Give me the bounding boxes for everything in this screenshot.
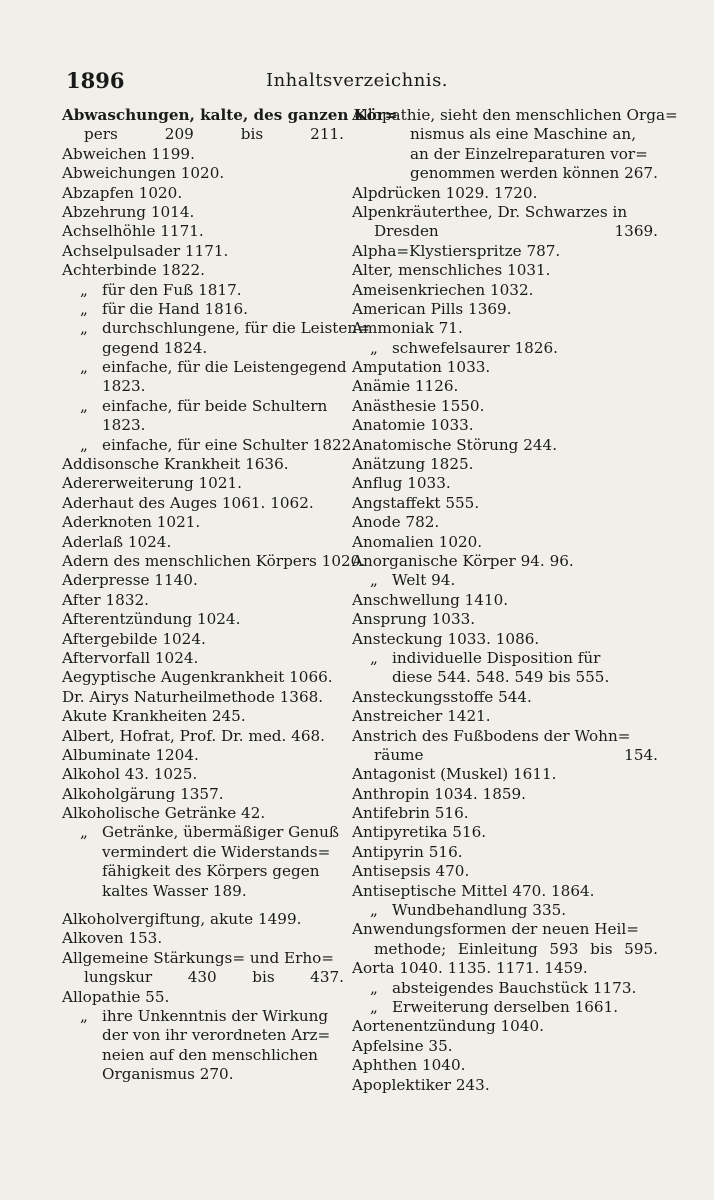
index-text: Aderpresse 1140.	[62, 571, 198, 590]
index-text: Welt 94.	[392, 571, 456, 590]
ditto-mark: „	[370, 997, 378, 1016]
index-entry	[62, 910, 344, 929]
ditto-mark: „	[80, 280, 88, 299]
index-text: Addisonsche Krankheit 1636.	[62, 455, 289, 474]
index-text: Anatomische Störung 244.	[352, 435, 558, 454]
index-entry	[62, 455, 344, 474]
index-subentry	[62, 823, 344, 842]
index-entry	[62, 203, 344, 222]
index-text: American Pills 1369.	[352, 299, 512, 318]
index-text: an der Einzelreparaturen vor=	[410, 144, 648, 163]
index-entry	[62, 184, 344, 203]
index-text: Anorganische Körper 94. 96.	[352, 551, 574, 570]
index-entry	[352, 688, 658, 707]
index-text: 1823.	[102, 416, 146, 435]
index-entry	[352, 862, 658, 881]
index-entry	[352, 920, 658, 939]
index-text: Erweiterung derselben 1661.	[392, 997, 619, 1016]
index-entry-continuation	[352, 145, 658, 164]
index-entry	[62, 551, 366, 571]
page-number: 1896	[66, 68, 125, 93]
index-subentry	[352, 649, 658, 668]
index-text: Anstreicher 1421.	[352, 707, 491, 726]
index-entry	[62, 571, 344, 590]
index-text: absteigendes Bauchstück 1173.	[392, 978, 637, 997]
index-text: methode; Einleitung 593 bis 595.	[374, 939, 658, 958]
index-text: lungskur 430 bis 437.	[84, 968, 344, 987]
ditto-mark: „	[370, 901, 378, 920]
ditto-mark: „	[370, 978, 378, 997]
index-text: einfache, für die Leistengegend	[102, 358, 347, 377]
index-subentry	[352, 901, 658, 920]
index-text: Abweichen 1199.	[62, 144, 195, 163]
index-text: Alpha=Klystierspritze 787.	[352, 241, 561, 260]
index-subentry-continuation	[62, 1046, 344, 1065]
index-entry-continuation	[352, 125, 658, 144]
index-text: Anschwellung 1410.	[352, 590, 509, 609]
index-text: Ameisenkriechen 1032.	[352, 280, 534, 299]
index-entry	[62, 688, 344, 707]
index-entry	[352, 707, 658, 726]
index-entry-continuation	[352, 222, 658, 241]
index-entry	[352, 785, 658, 804]
index-text: Antagonist (Muskel) 1611.	[352, 765, 557, 784]
index-text: Alkoholvergiftung, akute 1499.	[62, 910, 302, 929]
index-entry	[62, 591, 344, 610]
index-entry	[62, 242, 344, 261]
index-text: diese 544. 548. 549 bis 555.	[392, 668, 610, 687]
index-entry	[352, 494, 658, 513]
index-text: Anwendungsformen der neuen Heil=	[352, 920, 639, 939]
index-text: Dr. Airys Naturheilmethode 1368.	[62, 687, 324, 706]
index-text: einfache, für beide Schultern	[102, 396, 328, 415]
index-entry	[352, 184, 658, 203]
index-entry	[62, 106, 398, 125]
index-entry	[62, 513, 344, 532]
index-subentry	[352, 339, 658, 358]
index-entry	[352, 882, 658, 901]
index-entry	[352, 358, 658, 377]
index-text: Aftervorfall 1024.	[62, 648, 199, 667]
index-text: fähigkeit des Körpers gegen	[102, 862, 320, 881]
index-subentry	[62, 397, 344, 416]
index-text: nismus als eine Maschine an,	[410, 125, 637, 144]
index-entry	[352, 281, 658, 300]
index-entry	[62, 649, 344, 668]
index-text: Afterentzündung 1024.	[62, 610, 241, 629]
ditto-mark: „	[370, 571, 378, 590]
index-subentry-continuation	[62, 377, 344, 396]
index-text: Abwaschungen, kalte, des ganzen Kör=	[62, 106, 398, 124]
index-entry	[352, 804, 658, 823]
ditto-mark: „	[80, 823, 88, 842]
index-entry	[352, 203, 658, 222]
index-text: Angstaffekt 555.	[352, 493, 480, 512]
index-text: Alkoholische Getränke 42.	[62, 804, 266, 823]
index-entry	[62, 474, 344, 493]
index-text: Ammoniak 71.	[352, 319, 463, 338]
index-subentry	[62, 435, 357, 455]
index-text: 1823.	[102, 377, 146, 396]
ditto-mark: „	[370, 648, 378, 667]
index-text: Ansprung 1033.	[352, 610, 476, 629]
index-text: Aphthen 1040.	[352, 1056, 466, 1075]
ditto-mark: „	[80, 319, 88, 338]
index-text: Aorta 1040. 1135. 1171. 1459.	[352, 959, 588, 978]
index-entry	[352, 1056, 658, 1075]
index-entry	[352, 436, 658, 455]
line-gap	[62, 901, 344, 910]
index-entry	[352, 843, 658, 862]
ditto-mark: „	[80, 396, 88, 415]
index-text: Abzapfen 1020.	[62, 183, 183, 202]
index-subentry-continuation	[62, 416, 344, 435]
index-entry	[352, 319, 658, 338]
index-entry	[352, 377, 658, 396]
index-entry	[352, 591, 658, 610]
index-text: Antiseptische Mittel 470. 1864.	[352, 881, 595, 900]
index-text: Adererweiterung 1021.	[62, 474, 242, 493]
index-text: Getränke, übermäßiger Genuß	[102, 823, 340, 842]
index-text: Anästhesie 1550.	[352, 396, 485, 415]
index-text: Albert, Hofrat, Prof. Dr. med. 468.	[62, 726, 325, 745]
index-subentry	[62, 1007, 344, 1026]
index-text: Antipyrin 516.	[352, 842, 463, 861]
index-text: Organismus 270.	[102, 1065, 234, 1084]
index-entry	[352, 630, 658, 649]
index-text: gegend 1824.	[102, 338, 208, 357]
index-entry	[352, 823, 658, 842]
ditto-mark: „	[370, 338, 378, 357]
index-subentry-continuation	[62, 862, 344, 881]
index-text: Aortenentzündung 1040.	[352, 1017, 544, 1036]
index-text: Aderlaß 1024.	[62, 532, 172, 551]
index-text: Ansteckung 1033. 1086.	[352, 629, 540, 648]
index-text: ihre Unkenntnis der Wirkung	[102, 1006, 329, 1025]
index-subentry-continuation	[352, 668, 658, 687]
index-entry	[62, 668, 344, 687]
index-subentry	[352, 998, 658, 1017]
index-column-right	[352, 106, 678, 1095]
index-entry	[62, 727, 344, 746]
index-text: vermindert die Widerstands=	[102, 842, 331, 861]
index-entry	[62, 145, 344, 164]
index-entry	[62, 494, 344, 513]
index-entry	[352, 242, 658, 261]
index-entry	[62, 610, 344, 629]
index-text: Abweichungen 1020.	[62, 164, 225, 183]
index-text: Allgemeine Stärkungs= und Erho=	[62, 948, 335, 967]
index-entry	[352, 552, 658, 571]
index-text: Allopathie 55.	[62, 987, 170, 1006]
index-entry	[352, 106, 678, 125]
index-text: Abzehrung 1014.	[62, 202, 195, 221]
index-entry	[62, 785, 344, 804]
index-entry	[62, 630, 344, 649]
ditto-mark: „	[80, 435, 88, 454]
index-entry	[352, 455, 658, 474]
index-text: durchschlungene, für die Leisten=	[102, 319, 370, 338]
index-text: Aderhaut des Auges 1061. 1062.	[62, 493, 314, 512]
index-subentry	[352, 979, 658, 998]
index-text: Anthropin 1034. 1859.	[352, 784, 527, 803]
index-text: Aderknoten 1021.	[62, 513, 201, 532]
index-text: einfache, für eine Schulter 1822.	[102, 435, 357, 454]
index-subentry	[62, 300, 344, 319]
index-subentry	[352, 571, 658, 590]
index-text: Alkoholgärung 1357.	[62, 784, 224, 803]
index-entry	[62, 949, 344, 968]
index-text: Aegyptische Augenkrankheit 1066.	[62, 668, 333, 687]
index-text: Antifebrin 516.	[352, 804, 469, 823]
index-text: Anätzung 1825.	[352, 455, 474, 474]
index-text: Aftergebilde 1024.	[62, 629, 206, 648]
index-entry-continuation	[352, 164, 658, 183]
index-entry	[352, 765, 658, 784]
index-text: Anode 782.	[352, 513, 440, 532]
index-text: Anomalien 1020.	[352, 532, 483, 551]
index-entry	[62, 988, 344, 1007]
index-entry	[352, 513, 658, 532]
index-text: für den Fuß 1817.	[102, 280, 242, 299]
index-subentry-continuation	[62, 1065, 344, 1084]
index-text: Alter, menschliches 1031.	[352, 261, 551, 280]
index-text: Alkohol 43. 1025.	[62, 765, 198, 784]
index-entry-continuation	[352, 940, 658, 959]
index-text: räume 154.	[374, 745, 658, 764]
index-entry	[62, 765, 344, 784]
index-text: Achselpulsader 1171.	[62, 241, 229, 260]
index-entry	[62, 929, 344, 948]
index-subentry	[62, 281, 344, 300]
index-subentry	[62, 319, 370, 338]
index-text: Apoplektiker 243.	[352, 1075, 490, 1094]
index-entry	[352, 474, 658, 493]
index-entry	[352, 1017, 658, 1036]
index-text: Achterbinde 1822.	[62, 261, 205, 280]
index-entry-continuation	[352, 746, 658, 765]
index-subentry-continuation	[62, 1026, 344, 1045]
page-header	[0, 68, 714, 98]
index-text: Ansteckungsstoffe 544.	[352, 687, 532, 706]
index-text: Amputation 1033.	[352, 358, 491, 377]
index-entry	[352, 397, 658, 416]
index-entry	[352, 533, 658, 552]
index-text: Anstrich des Fußbodens der Wohn=	[352, 726, 631, 745]
index-text: genommen werden können 267.	[410, 164, 658, 183]
index-entry-continuation	[62, 125, 344, 144]
index-entry	[352, 1076, 658, 1095]
index-text: Albuminate 1204.	[62, 745, 199, 764]
index-subentry-continuation	[62, 882, 344, 901]
index-entry	[352, 300, 658, 319]
index-entry-continuation	[62, 968, 344, 987]
index-text: für die Hand 1816.	[102, 299, 248, 318]
index-entry	[62, 222, 344, 241]
index-subentry-continuation	[62, 843, 344, 862]
index-entry	[352, 610, 658, 629]
index-text: der von ihr verordneten Arz=	[102, 1026, 331, 1045]
index-entry	[352, 416, 658, 435]
index-text: Antipyretika 516.	[352, 823, 487, 842]
running-title: Inhaltsverzeichnis.	[265, 70, 449, 91]
index-entry	[62, 746, 344, 765]
index-entry	[352, 959, 658, 978]
index-text: Akute Krankheiten 245.	[62, 707, 246, 726]
index-entry	[352, 261, 658, 280]
index-text: Allopathie, sieht den menschlichen Orga=	[352, 106, 678, 124]
index-text: Anflug 1033.	[352, 474, 451, 493]
index-text: Antisepsis 470.	[352, 862, 470, 881]
index-text: neien auf den menschlichen	[102, 1045, 318, 1064]
index-entry	[62, 707, 344, 726]
index-text: Anämie 1126.	[352, 377, 459, 396]
index-text: pers 209 bis 211.	[84, 125, 344, 144]
index-subentry	[62, 358, 347, 377]
index-entry	[352, 1037, 658, 1056]
index-text: Alpdrücken 1029. 1720.	[352, 183, 538, 202]
index-text: Achselhöhle 1171.	[62, 222, 204, 241]
index-text: Alkoven 153.	[62, 929, 163, 948]
ditto-mark: „	[80, 358, 88, 377]
index-entry	[62, 164, 344, 183]
index-text: Anatomie 1033.	[352, 416, 474, 435]
index-entry	[62, 804, 344, 823]
index-text: Apfelsine 35.	[352, 1036, 453, 1055]
index-text: individuelle Disposition für	[392, 648, 601, 667]
index-entry	[62, 261, 344, 280]
index-entry	[62, 533, 344, 552]
index-text: kaltes Wasser 189.	[102, 881, 247, 900]
index-text: Alpenkräuterthee, Dr. Schwarzes in	[352, 202, 628, 221]
index-text: After 1832.	[62, 590, 149, 609]
index-entry	[352, 727, 658, 746]
index-text: Dresden 1369.	[374, 222, 658, 241]
index-subentry-continuation	[62, 339, 344, 358]
index-text: Wundbehandlung 335.	[392, 901, 567, 920]
index-text: Adern des menschlichen Körpers 1020.	[62, 551, 366, 570]
ditto-mark: „	[80, 1006, 88, 1025]
ditto-mark: „	[80, 299, 88, 318]
index-text: schwefelsaurer 1826.	[392, 338, 558, 357]
